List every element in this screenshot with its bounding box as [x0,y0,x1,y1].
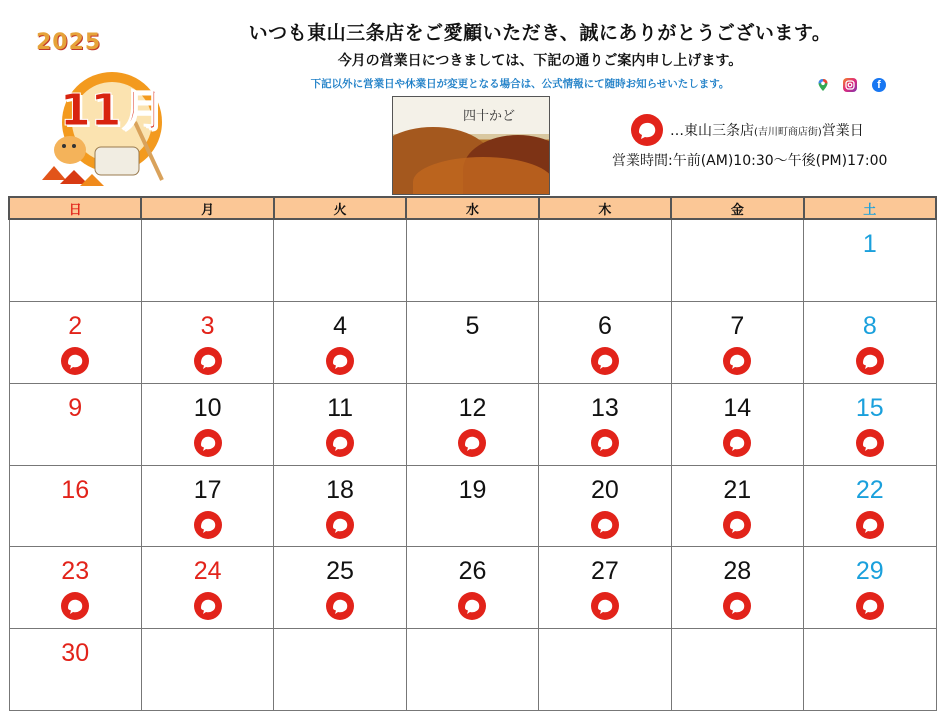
calendar-day-cell [671,465,803,547]
calendar-day-cell [274,547,406,629]
day-number [274,639,405,667]
calendar-day-cell [406,465,538,547]
weekday-mon: 月 [141,197,273,219]
calendar-day-cell [406,219,538,301]
day-number [142,639,273,667]
open-day-mark-icon [193,428,223,458]
calendar-day-cell [671,629,803,711]
calendar-day-cell [9,547,141,629]
day-number: 29 [855,557,884,586]
calendar-day-cell [539,547,671,629]
day-number: 19 [458,475,487,504]
calendar-day-cell [9,219,141,301]
day-number [672,639,803,667]
calendar-day-cell [804,383,936,465]
day-number: 1 [862,230,877,258]
open-day-mark-icon [60,591,90,621]
calendar-day-cell [539,383,671,465]
open-day-mark-icon [193,510,223,540]
weekday-fri: 金 [671,197,803,219]
autumn-mountain-photo [392,96,550,195]
open-day-mark-icon [855,591,885,621]
weekday-header-row [9,197,936,219]
weekday-thu: 木 [539,197,671,219]
day-number [407,230,538,258]
store-mark-icon [630,113,664,147]
calendar-day-cell [539,465,671,547]
calendar-day-cell [9,383,141,465]
store-name: …東山三条店 [670,123,754,139]
calendar-day-cell [804,465,936,547]
day-number: 4 [333,311,347,340]
open-day-mark-icon [457,428,487,458]
instagram-icon[interactable] [843,78,857,92]
calendar-grid [8,196,937,711]
store-legend [670,120,864,140]
day-number: 14 [723,393,752,422]
day-number: 11 [327,393,354,422]
calendar-day-cell [406,301,538,383]
calendar-day-cell [671,547,803,629]
calendar-day-cell [141,219,273,301]
day-number [407,639,538,667]
calendar-day-cell [406,629,538,711]
map-pin-icon[interactable] [816,78,830,92]
calendar-day-cell [141,547,273,629]
open-day-mark-icon [325,346,355,376]
weekday-tue: 火 [274,197,406,219]
day-number: 26 [458,557,487,586]
day-number [539,639,670,667]
open-day-mark-icon [590,428,620,458]
calendar-week-row [9,301,936,383]
day-number: 7 [730,311,745,340]
photo-logo: 四十かど [463,109,516,124]
calendar-day-cell [274,219,406,301]
day-number: 15 [855,393,884,422]
open-day-mark-icon [590,346,620,376]
day-number: 12 [458,393,487,422]
open-day-mark-icon [457,591,487,621]
day-number [539,230,670,258]
day-number: 28 [723,557,752,586]
day-number: 10 [193,393,222,422]
open-day-mark-icon [855,346,885,376]
day-number: 6 [597,311,612,340]
open-day-mark-icon [590,591,620,621]
calendar-day-cell [539,629,671,711]
open-day-mark-icon [325,428,355,458]
calendar-day-cell [406,547,538,629]
day-number [672,230,803,258]
calendar-day-cell [671,219,803,301]
weekday-sun: 日 [9,197,141,219]
calendar-day-cell [141,465,273,547]
day-number [10,230,141,258]
open-day-mark-icon [60,346,90,376]
calendar-day-cell [539,219,671,301]
day-number: 24 [193,557,222,586]
weekday-sat: 土 [804,197,936,219]
day-number: 27 [590,557,619,586]
year-logo: 2025 [36,30,102,55]
open-day-label: 営業日 [821,123,864,139]
calendar-day-cell [274,301,406,383]
day-number: 8 [862,311,877,340]
calendar-day-cell [671,383,803,465]
intro-line: 今月の営業日につきましては、下記の通りご案内申し上げます。 [337,53,743,69]
calendar-day-cell [9,301,141,383]
day-number: 21 [723,475,752,504]
calendar-day-cell [274,383,406,465]
weekday-wed: 水 [406,197,538,219]
open-day-mark-icon [722,591,752,621]
day-number: 13 [590,393,619,422]
open-day-mark-icon [855,428,885,458]
day-number: 23 [61,557,90,586]
open-day-mark-icon [325,591,355,621]
facebook-icon[interactable]: f [872,78,886,92]
calendar-day-cell [539,301,671,383]
open-day-mark-icon [722,346,752,376]
day-number: 17 [193,475,222,504]
month-title: 11月 [60,85,166,136]
notice-line: 下記以外に営業日や休業日が変更となる場合は、公式情報にて随時お知らせいたします。 [310,78,730,90]
calendar-day-cell [804,629,936,711]
calendar-day-cell [9,629,141,711]
day-number: 9 [68,393,83,422]
calendar-day-cell [141,301,273,383]
day-number [274,230,405,258]
calendar-week-row [9,219,936,301]
calendar-day-cell [274,465,406,547]
day-number: 5 [465,311,480,340]
open-day-mark-icon [193,591,223,621]
calendar-day-cell [804,301,936,383]
open-day-mark-icon [855,510,885,540]
calendar-day-cell [9,465,141,547]
open-day-mark-icon [193,346,223,376]
open-day-mark-icon [722,510,752,540]
open-day-mark-icon [325,510,355,540]
calendar-day-cell [804,547,936,629]
day-number: 2 [68,311,83,340]
day-number [804,639,935,667]
day-number: 22 [855,475,884,504]
store-note: (吉川町商店街) [754,127,822,138]
calendar-day-cell [406,383,538,465]
open-day-mark-icon [722,428,752,458]
calendar-week-row [9,465,936,547]
day-number: 16 [61,475,90,504]
open-day-mark-icon [590,510,620,540]
calendar-day-cell [671,301,803,383]
day-number: 3 [200,311,215,340]
calendar-week-row [9,383,936,465]
day-number: 30 [61,639,90,668]
day-number: 25 [326,557,354,586]
calendar-day-cell [804,219,936,301]
day-number: 18 [326,475,354,504]
day-number [142,230,273,258]
calendar-week-row [9,629,936,711]
calendar-day-cell [141,383,273,465]
day-number: 20 [590,475,619,504]
business-hours: 営業時間:午前(AM)10:30～午後(PM)17:00 [612,153,888,169]
calendar-day-cell [141,629,273,711]
calendar-week-row [9,547,936,629]
calendar-day-cell [274,629,406,711]
greeting-line: いつも東山三条店をご愛顧いただき、誠にありがとうございます。 [248,22,832,44]
